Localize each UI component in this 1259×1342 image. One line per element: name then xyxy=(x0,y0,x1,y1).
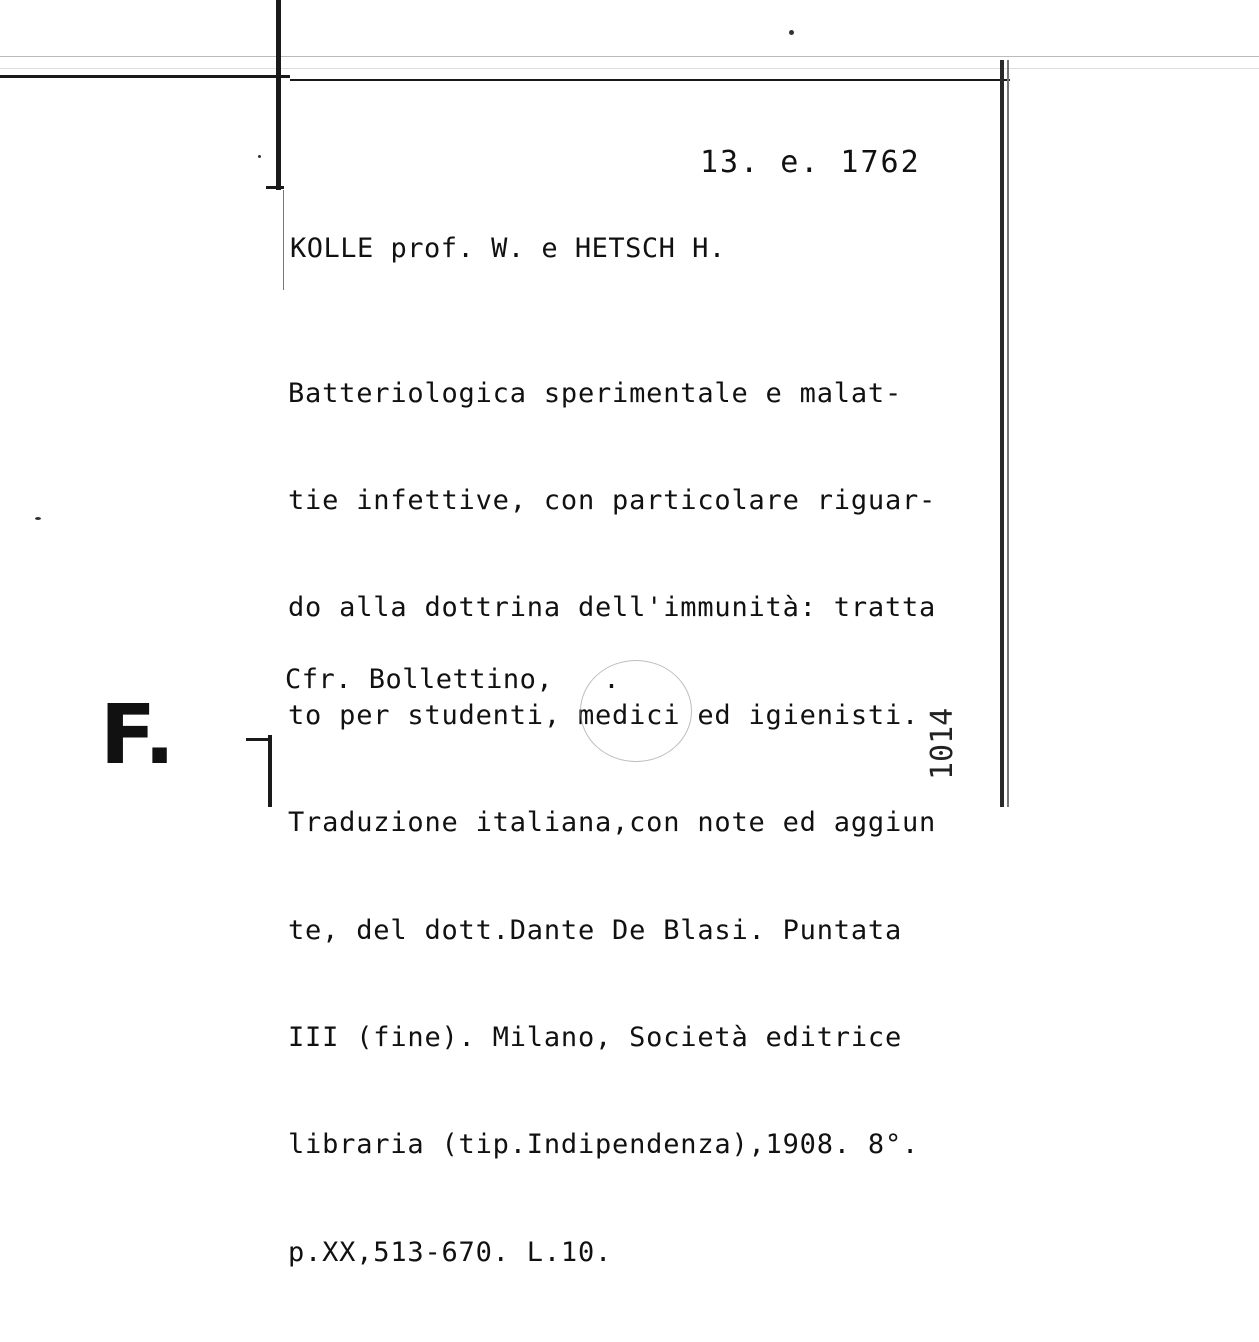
right-card-edge-shadow xyxy=(1007,60,1009,807)
description-line: p.XX,513-670. L.10. xyxy=(288,1236,613,1268)
description xyxy=(288,304,936,1342)
margin-letter: F. xyxy=(100,688,176,783)
header-rule xyxy=(0,75,290,78)
author-heading: KOLLE prof. W. e HETSCH H. xyxy=(290,233,726,264)
bottom-left-rule xyxy=(268,735,272,807)
bottom-left-tick xyxy=(246,738,270,741)
header-rule-right xyxy=(290,79,1010,81)
card-top-edge xyxy=(0,68,1259,69)
description-line: do alla dottrina dell'immunità: tratta xyxy=(288,592,937,624)
scan-speck xyxy=(789,30,794,35)
description-line: Traduzione italiana,con note ed aggiun xyxy=(288,807,937,839)
left-margin-rule-lower xyxy=(283,190,284,290)
description-line: Batteriologica sperimentale e malat- xyxy=(288,377,902,409)
left-margin-rule xyxy=(276,0,281,190)
description-line: tie infettive, con particolare riguar- xyxy=(288,484,937,516)
reference-line: Cfr. Bollettino, . xyxy=(285,664,621,695)
margin-tick xyxy=(266,186,284,189)
shelfmark: 13. e. 1762 xyxy=(700,145,921,180)
top-rule xyxy=(0,56,1259,57)
side-number: 1014 xyxy=(925,707,960,780)
scan-speck xyxy=(35,517,41,520)
ink-stamp xyxy=(580,660,692,762)
right-card-edge xyxy=(1000,60,1004,807)
description-line: III (fine). Milano, Società editrice xyxy=(288,1021,902,1053)
scan-speck xyxy=(258,155,261,158)
description-line: te, del dott.Dante De Blasi. Puntata xyxy=(288,914,902,946)
description-line: libraria (tip.Indipendenza),1908. 8°. xyxy=(288,1129,920,1161)
description-line: to per studenti, medici ed igienisti. xyxy=(288,699,920,731)
